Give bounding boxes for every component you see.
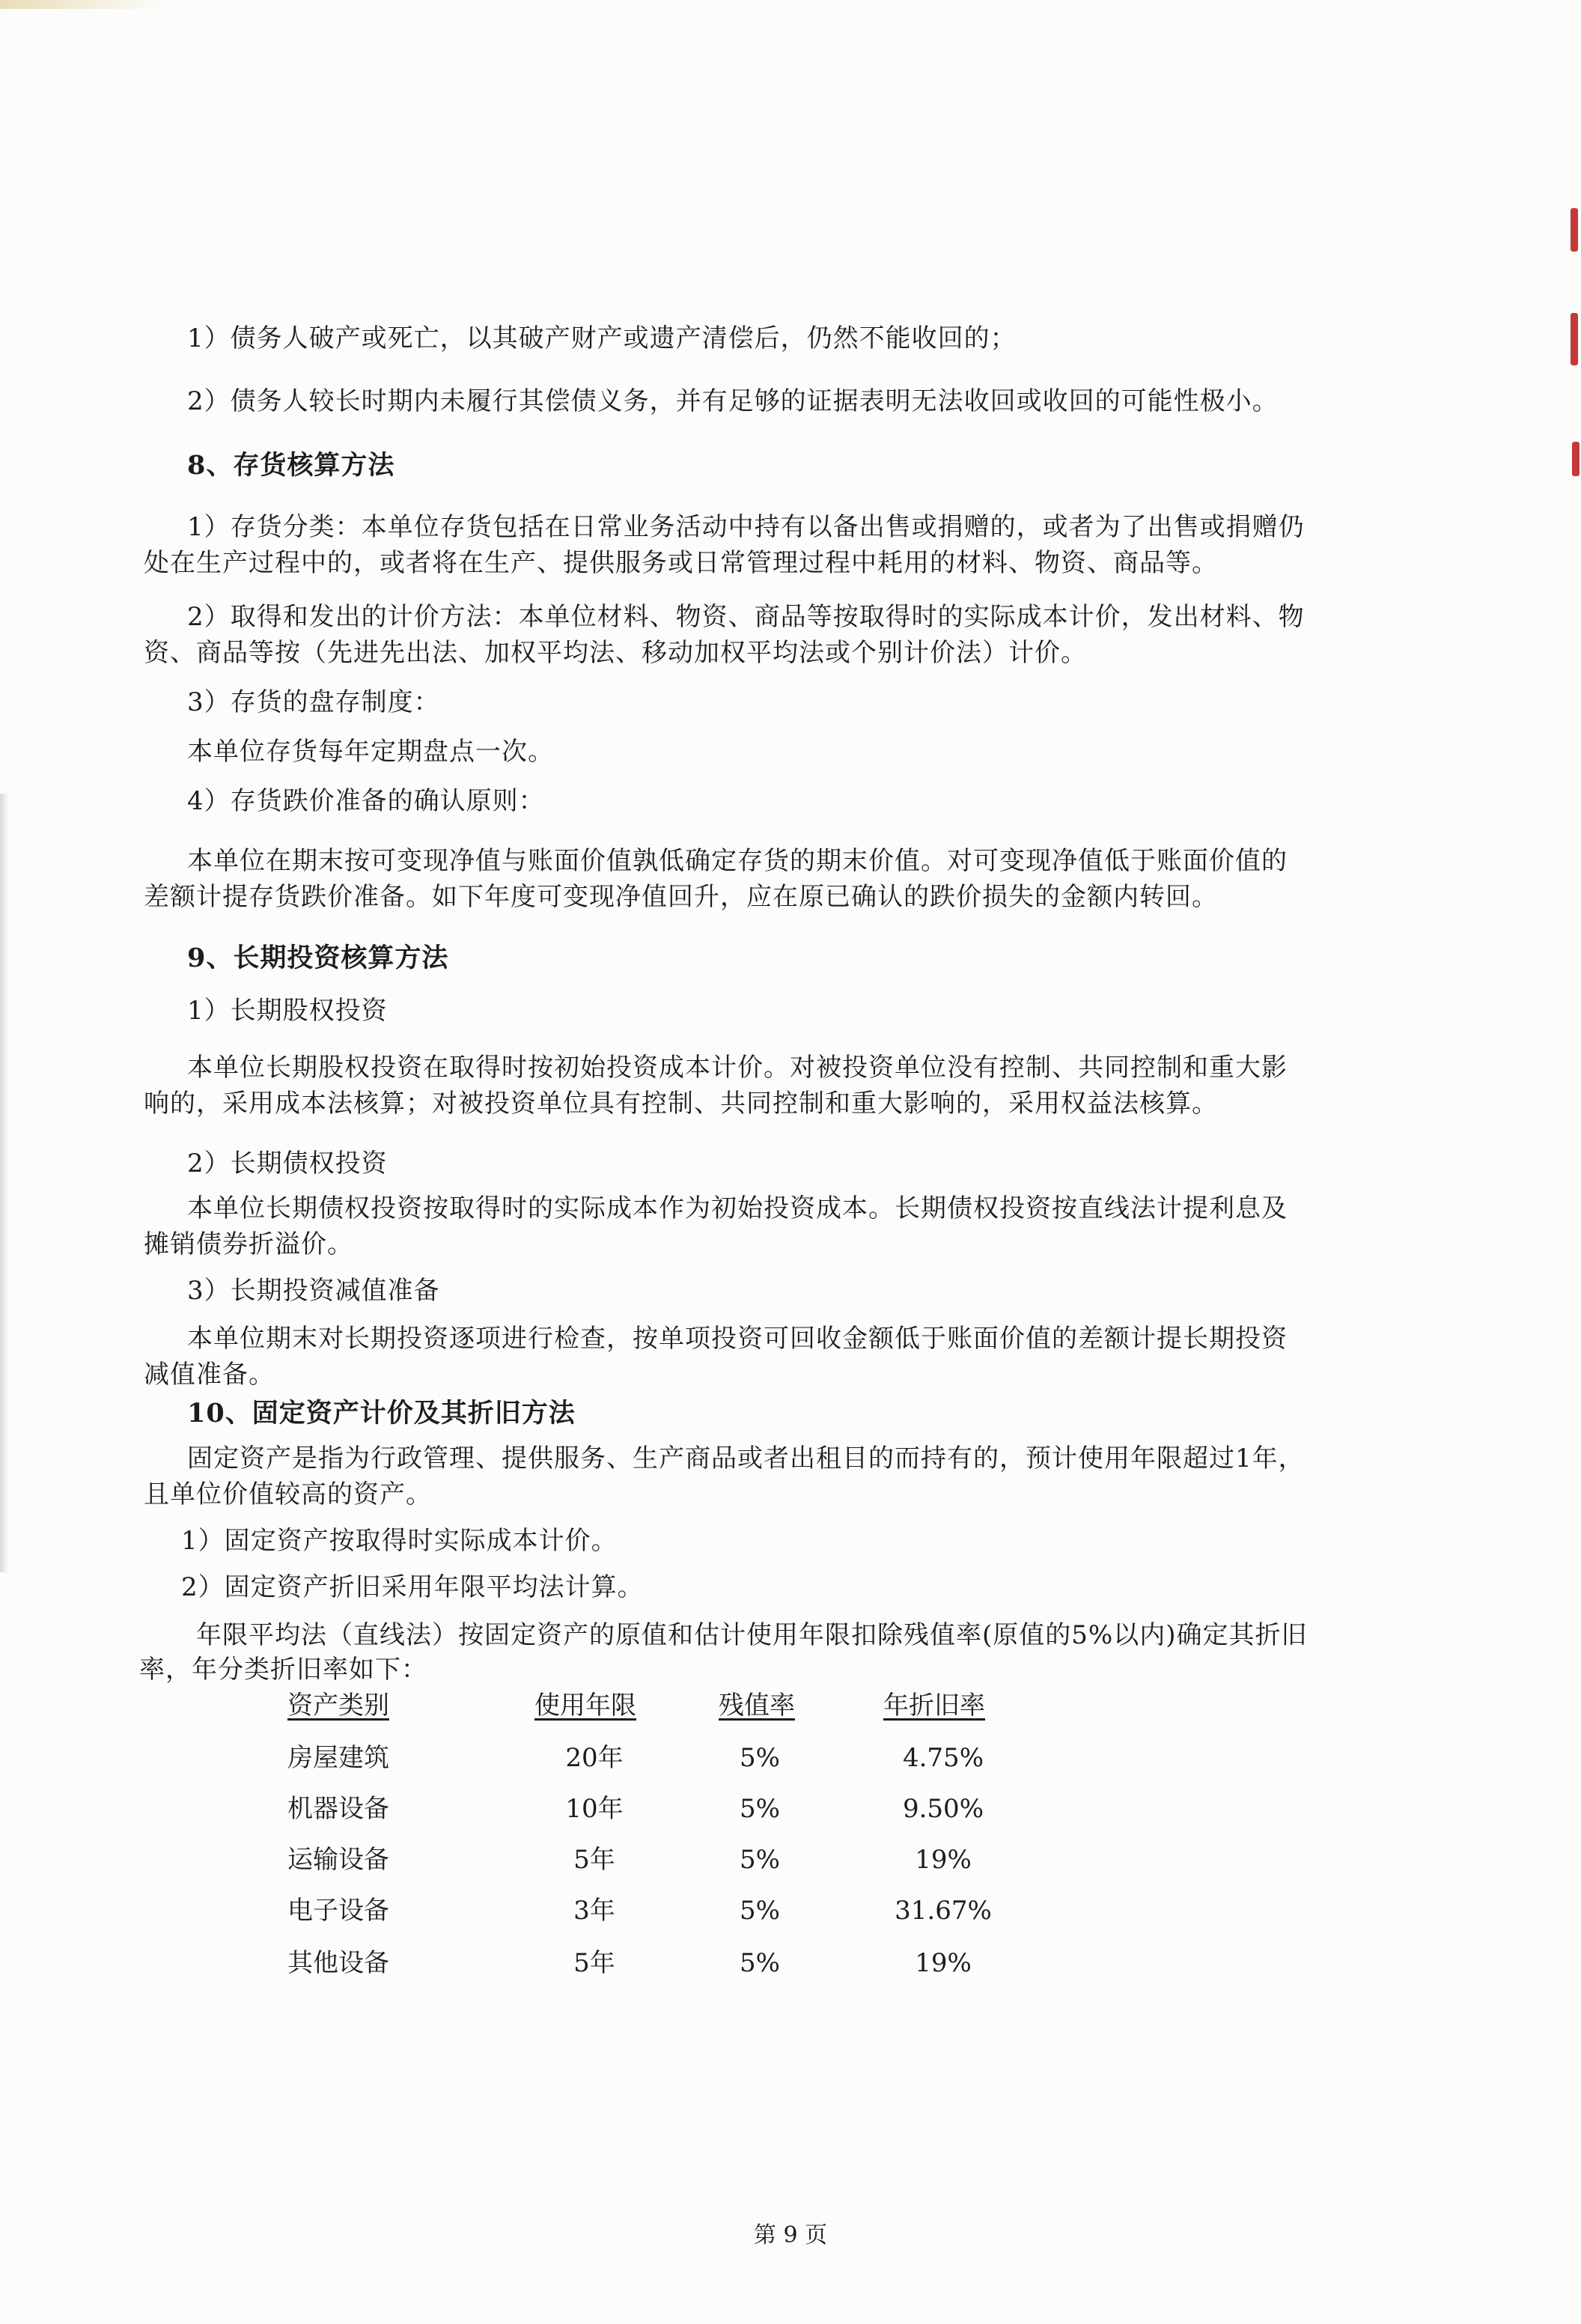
- page-number: 第 9 页: [753, 2222, 828, 2248]
- table-cell-residual-rate: 5%: [740, 1743, 780, 1773]
- table-cell-category: 机器设备: [287, 1794, 389, 1824]
- text-line: 且单位价值较高的资产。: [144, 1479, 432, 1509]
- table-header-useful-life: 使用年限: [534, 1691, 636, 1721]
- text-line: 年限平均法（直线法）按固定资产的原值和估计使用年限扣除残值率(原值的5%以内)确定其折旧: [196, 1620, 1308, 1650]
- table-cell-category: 运输设备: [287, 1845, 389, 1875]
- text-line: 1）存货分类：本单位存货包括在日常业务活动中持有以备出售或捐赠的，或者为了出售或捐赠仍: [187, 512, 1305, 542]
- table-cell-useful-life: 3年: [573, 1896, 615, 1926]
- text-line: 4）存货跌价准备的确认原则：: [187, 786, 545, 816]
- table-cell-category: 房屋建筑: [287, 1743, 389, 1773]
- text-line: 率，年分类折旧率如下：: [139, 1655, 427, 1685]
- table-header-residual-rate: 残值率: [719, 1691, 795, 1721]
- table-cell-useful-life: 5年: [573, 1845, 615, 1875]
- text-line: 2）长期债权投资: [187, 1149, 388, 1178]
- table-cell-residual-rate: 5%: [740, 1896, 780, 1926]
- paper-corner-tint: [0, 0, 165, 9]
- table-cell-residual-rate: 5%: [740, 1845, 780, 1875]
- section-heading: 8、存货核算方法: [187, 450, 395, 481]
- text-line: 2）取得和发出的计价方法：本单位材料、物资、商品等按取得时的实际成本计价，发出材料、物: [187, 602, 1305, 632]
- table-cell-annual-rate: 4.75%: [902, 1743, 984, 1773]
- table-cell-useful-life: 5年: [573, 1948, 615, 1978]
- text-line: 1）固定资产按取得时实际成本计价。: [181, 1526, 618, 1556]
- text-line: 1）长期股权投资: [187, 996, 388, 1026]
- table-cell-useful-life: 20年: [565, 1743, 624, 1773]
- section-heading: 10、固定资产计价及其折旧方法: [187, 1398, 576, 1429]
- table-cell-residual-rate: 5%: [740, 1794, 780, 1824]
- table-header-category: 资产类别: [287, 1691, 389, 1721]
- text-line: 固定资产是指为行政管理、提供服务、生产商品或者出租目的而持有的，预计使用年限超过1年，: [187, 1444, 1305, 1473]
- text-line: 3）长期投资减值准备: [187, 1276, 440, 1306]
- table-cell-useful-life: 10年: [565, 1794, 624, 1824]
- text-line: 本单位期末对长期投资逐项进行检查，按单项投资可回收金额低于账面价值的差额计提长期投资: [187, 1324, 1288, 1354]
- text-line: 本单位在期末按可变现净值与账面价值孰低确定存货的期末价值。对可变现净值低于账面价值的: [187, 846, 1288, 876]
- text-line: 摊销债券折溢价。: [144, 1229, 353, 1259]
- text-line: 资、商品等按（先进先出法、加权平均法、移动加权平均法或个别计价法）计价。: [144, 638, 1087, 668]
- text-line: 差额计提存货跌价准备。如下年度可变现净值回升，应在原已确认的跌价损失的金额内转回。: [144, 882, 1218, 912]
- text-line: 1）债务人破产或死亡，以其破产财产或遗产清偿后，仍然不能收回的；: [187, 323, 1017, 353]
- text-line: 处在生产过程中的，或者将在生产、提供服务或日常管理过程中耗用的材料、物资、商品等。: [144, 548, 1218, 578]
- table-header-annual-rate: 年折旧率: [883, 1691, 985, 1721]
- text-line: 本单位存货每年定期盘点一次。: [187, 737, 554, 767]
- seal-fragment-1: [1571, 208, 1578, 252]
- table-cell-category: 其他设备: [287, 1948, 389, 1978]
- binding-edge-shadow: [0, 794, 7, 1572]
- section-heading: 9、长期投资核算方法: [187, 943, 449, 973]
- table-cell-annual-rate: 31.67%: [895, 1896, 992, 1926]
- text-line: 2）固定资产折旧采用年限平均法计算。: [181, 1572, 644, 1602]
- table-cell-annual-rate: 19%: [915, 1948, 972, 1978]
- text-line: 本单位长期债权投资按取得时的实际成本作为初始投资成本。长期债权投资按直线法计提利息及: [187, 1193, 1288, 1223]
- text-line: 响的，采用成本法核算；对被投资单位具有控制、共同控制和重大影响的，采用权益法核算。: [144, 1089, 1218, 1119]
- seal-fragment-2: [1571, 313, 1578, 365]
- table-cell-category: 电子设备: [287, 1896, 389, 1926]
- text-line: 3）存货的盘存制度：: [187, 687, 440, 717]
- text-line: 2）债务人较长时期内未履行其偿债义务，并有足够的证据表明无法收回或收回的可能性极小。: [187, 386, 1279, 416]
- text-line: 本单位长期股权投资在取得时按初始投资成本计价。对被投资单位没有控制、共同控制和重大影: [187, 1053, 1288, 1083]
- table-cell-residual-rate: 5%: [740, 1948, 780, 1978]
- table-cell-annual-rate: 9.50%: [902, 1794, 984, 1824]
- table-cell-annual-rate: 19%: [915, 1845, 972, 1875]
- text-line: 减值准备。: [144, 1360, 275, 1390]
- seal-fragment-3: [1572, 442, 1580, 476]
